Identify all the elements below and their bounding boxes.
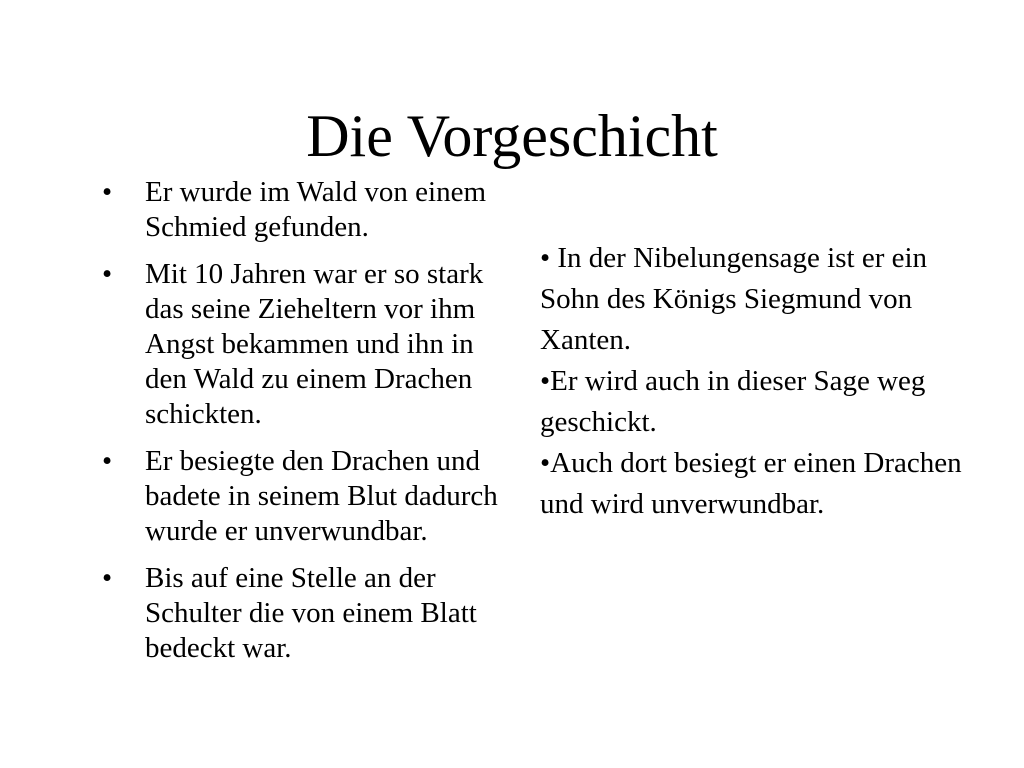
bullet-marker: •	[102, 258, 113, 290]
bullet-marker: •	[102, 176, 113, 208]
bullet-text: Mit 10 Jahren war er so stark das seine Zieheltern vor ihm Angst bekammen und ihn in den Wald zu einem Drachen schickten.	[145, 258, 484, 430]
bullet-item	[100, 444, 520, 549]
bullet-item	[100, 257, 520, 432]
bullet-text: Er besiegte den Drachen und badete in seinem Blut dadurch wurde er unverwundbar.	[145, 445, 498, 547]
right-paragraph: •Er wird auch in dieser Sage weg geschickt.	[540, 365, 926, 438]
right-paragraph: •Auch dort besiegt er einen Drachen und wird unverwundbar.	[540, 447, 962, 520]
slide-title: Die Vorgeschicht	[306, 103, 718, 169]
left-bullet-list	[100, 175, 520, 678]
bullet-item	[100, 561, 520, 666]
bullet-marker: •	[102, 562, 113, 594]
bullet-item	[100, 175, 520, 245]
right-paragraph: • In der Nibelungensage ist er ein Sohn des Königs Siegmund von Xanten.	[540, 242, 928, 356]
right-text-block	[540, 238, 980, 525]
bullet-text: Er wurde im Wald von einem Schmied gefunden.	[145, 176, 487, 243]
bullet-text: Bis auf eine Stelle an der Schulter die von einem Blatt bedeckt war.	[145, 562, 477, 664]
bullet-marker: •	[102, 445, 113, 477]
